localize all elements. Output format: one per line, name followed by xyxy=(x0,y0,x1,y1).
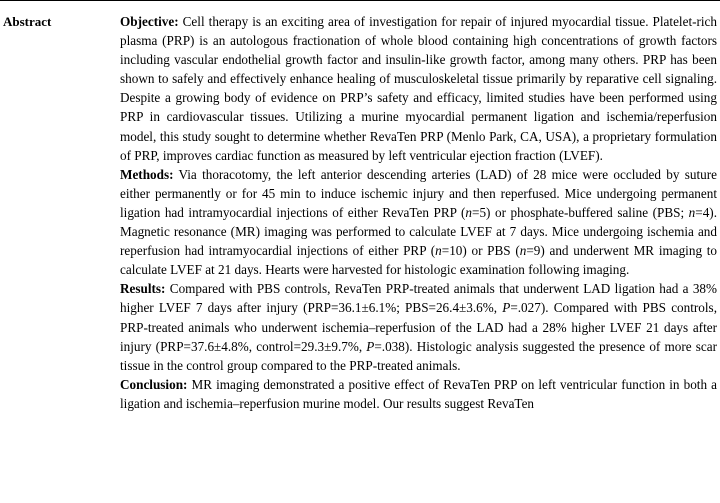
section-label: Abstract xyxy=(3,14,52,29)
objective-heading: Objective: xyxy=(120,14,179,29)
methods-text-1: Via thoracotomy, the left anterior descending arteries (LAD) of 28 mice were occluded by suture either permanently or for 45 min to induce ischemic injury and then reperfused. Mice undergoing permanent ligation had intramyocardial injections of either RevaTen PRP ( xyxy=(120,166,717,220)
methods-text-5: =9) and underwent MR imaging to calculate LVEF at 21 days. Hearts were harvested for histologic examination following imaging. xyxy=(120,243,717,278)
results-text-1: Compared with PBS controls, RevaTen PRP-treated animals that underwent LAD ligation had a 38% higher LVEF 7 days after injury (PRP=36.1±6.1%; PBS=26.4±3.6%, xyxy=(120,281,718,316)
methods-n-3: n xyxy=(435,243,442,259)
methods-paragraph xyxy=(120,165,717,280)
methods-text-4: =10) or PBS ( xyxy=(441,243,520,259)
objective-paragraph xyxy=(120,12,717,165)
results-p-2: P xyxy=(366,338,375,354)
methods-n-2: n xyxy=(688,204,696,220)
top-rule xyxy=(0,0,720,1)
results-text-3: =.038). Histologic analysis suggested the presence of more scar tissue in the control group compared to the PRP-treated animals. xyxy=(120,338,717,373)
conclusion-heading: Conclusion: xyxy=(120,376,188,392)
results-paragraph xyxy=(120,279,717,374)
methods-n-1: n xyxy=(465,204,473,220)
abstract-body xyxy=(120,12,717,413)
results-heading: Results: xyxy=(120,281,166,297)
conclusion-paragraph xyxy=(120,375,717,413)
conclusion-text: MR imaging demonstrated a positive effect of RevaTen PRP on left ventricular function in both a ligation and ischemia–reperfusion murine model. Our results suggest RevaTen xyxy=(120,376,718,411)
results-text-2: =.027). Compared with PBS controls, PRP-treated animals who underwent ischemia–reperfusion of the LAD had a 28% higher LVEF 21 days after injury (PRP=37.6±4.8%, control=29.3±9.7%, xyxy=(120,300,717,354)
objective-text: Cell therapy is an exciting area of investigation for repair of injured myocardial tissue. Platelet-rich plasma (PRP) is an autologous fractionation of whole blood containing high concentrations of growth factors including vascular endothelial growth factor and insulin-like growth factor, among many others. PRP has been shown to safely and effectively enhance healing of musculoskeletal tissue primarily by reparative cell signaling. Despite a growing body of evidence on PRP’s safety and efficacy, limited studies have been performed using PRP in cardiovascular tissues. Utilizing a murine myocardial permanent ligation and ischemia/reperfusion model, this study sought to determine whether RevaTen PRP (Menlo Park, CA, USA), a proprietary formulation of PRP, improves cardiac function as measured by left ventricular ejection fraction (LVEF). xyxy=(120,14,718,163)
methods-heading: Methods: xyxy=(120,166,174,182)
methods-text-3: =4). Magnetic resonance (MR) imaging was performed to calculate LVEF at 7 days. Mice undergoing ischemia and reperfusion had intramyocardial injections of either PRP ( xyxy=(120,204,717,259)
methods-text-2: =5) or phosphate-buffered saline (PBS; xyxy=(472,204,689,220)
results-p-1: P xyxy=(502,300,511,316)
methods-n-4: n xyxy=(519,243,527,259)
